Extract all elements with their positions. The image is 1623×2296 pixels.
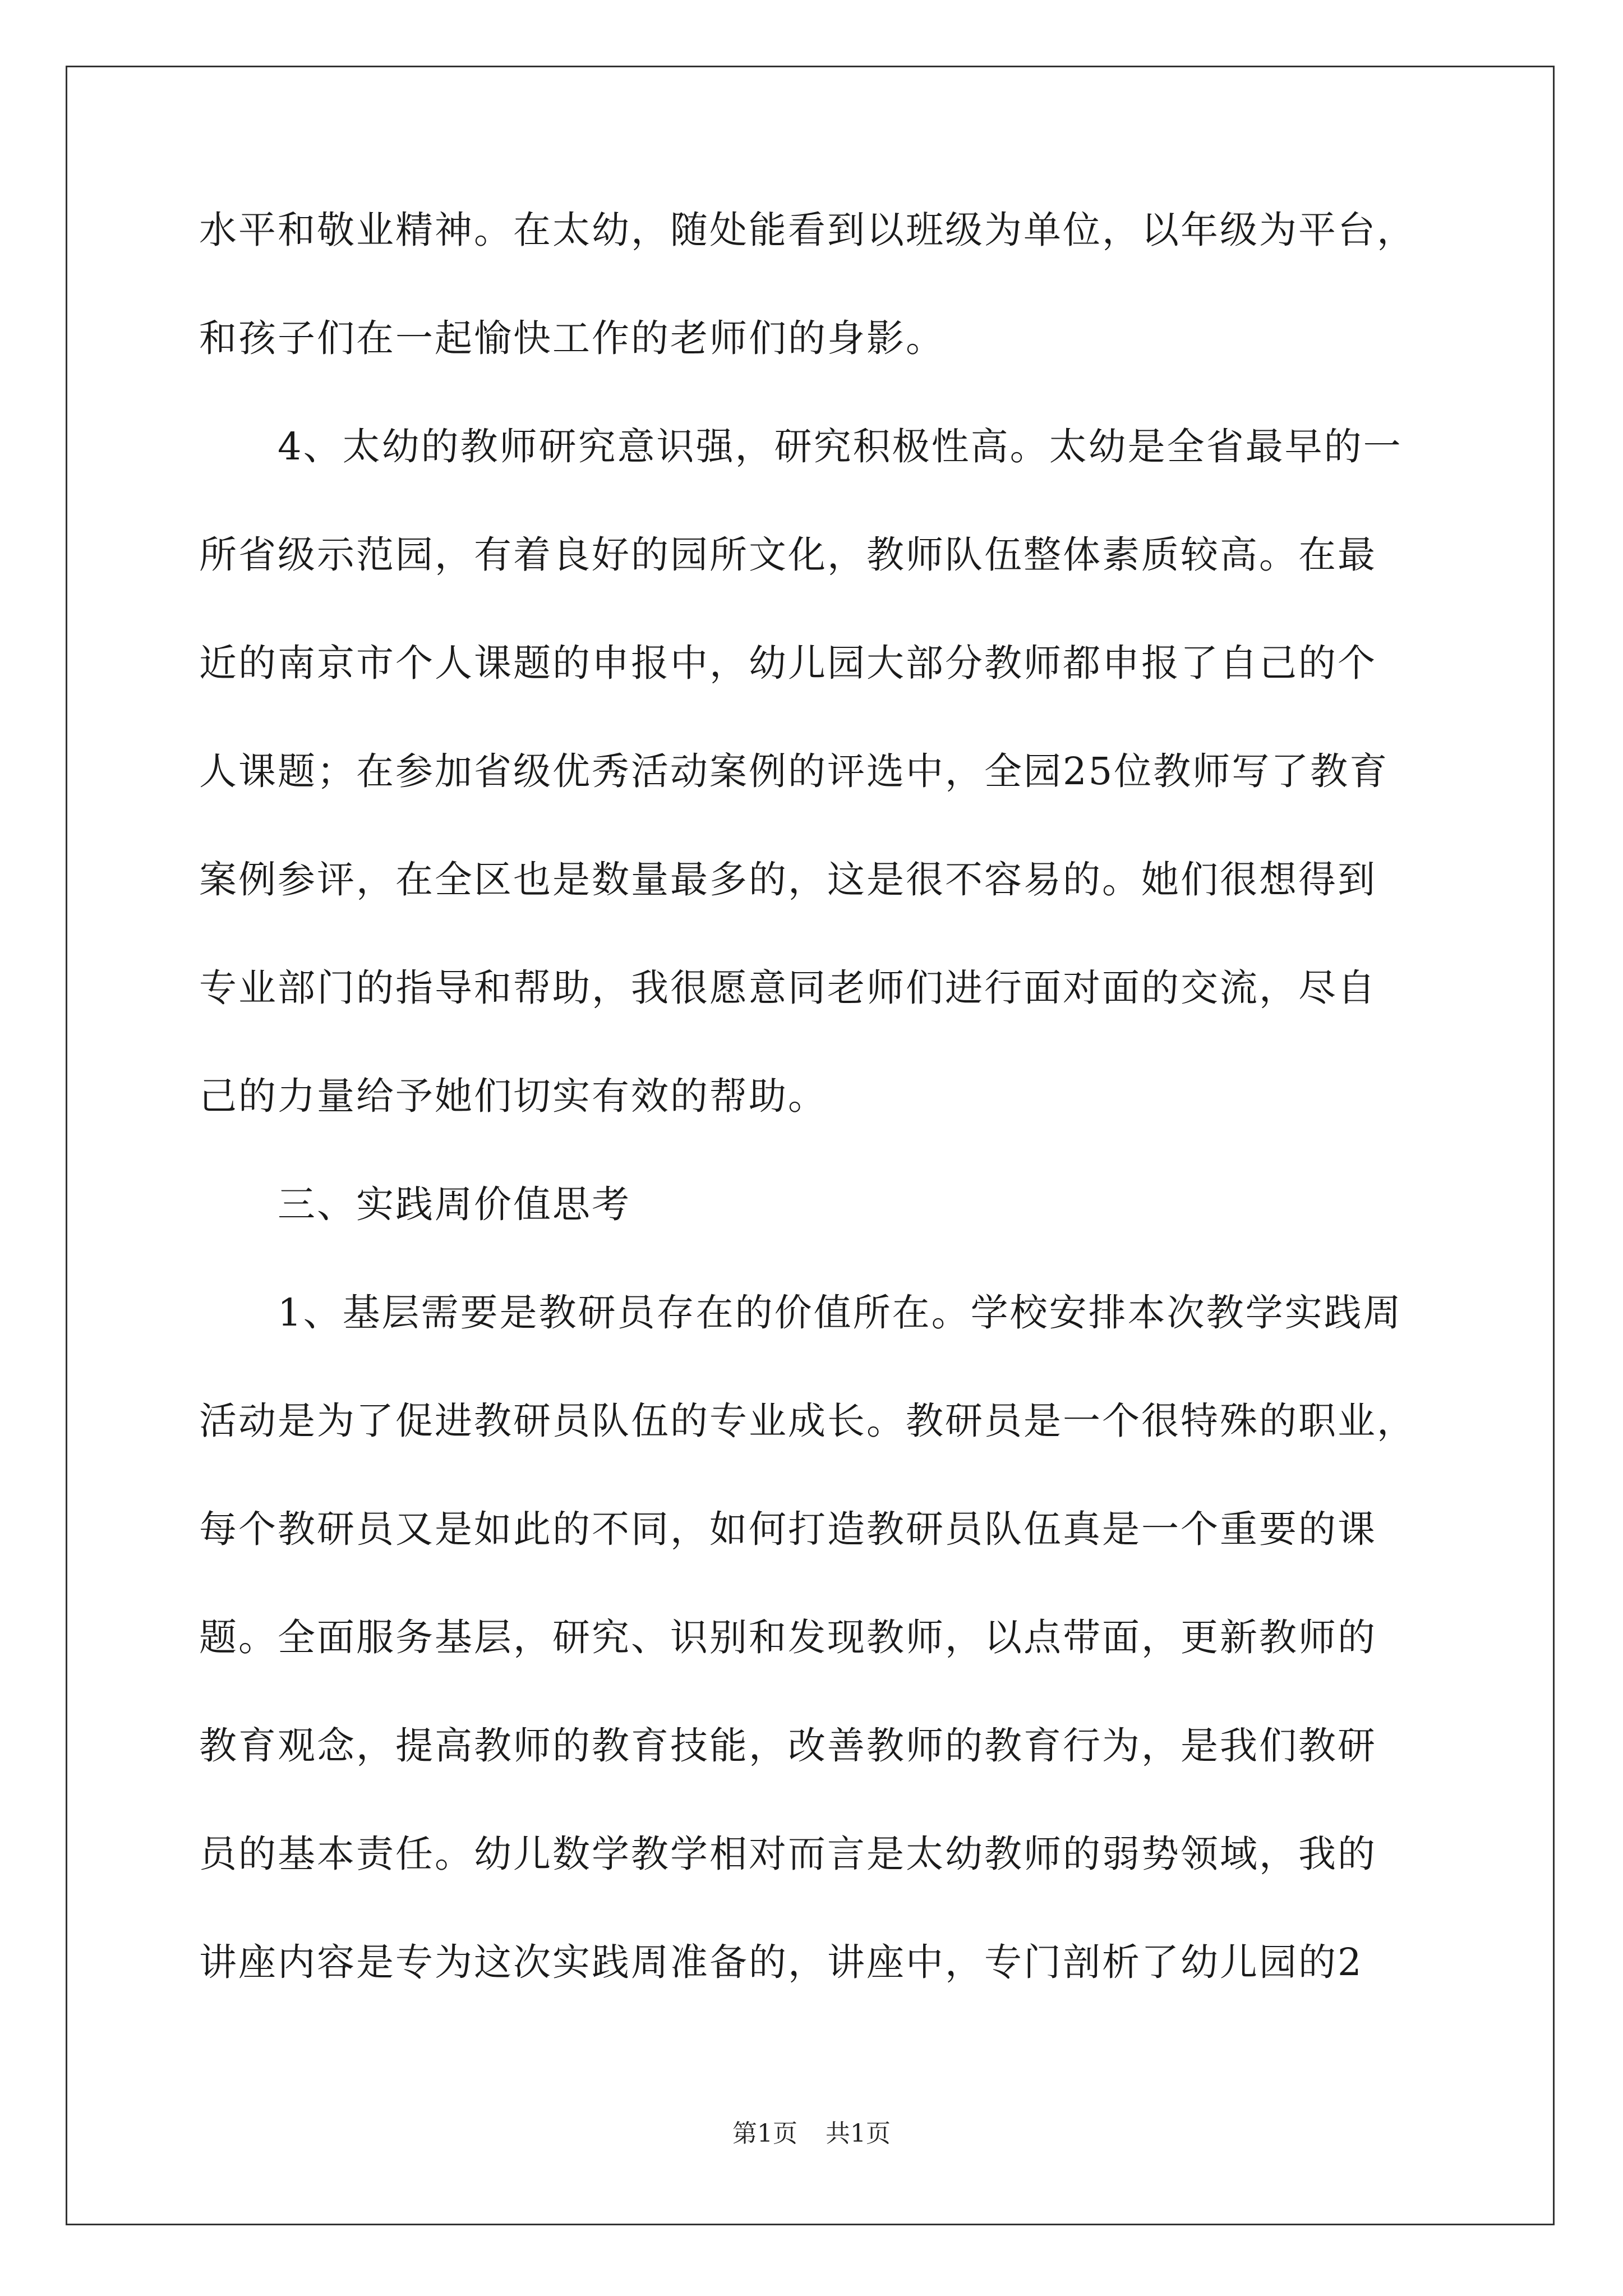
paragraph-start-line: 4、太幼的教师研究意识强，研究积极性高。太幼是全省最早的一 — [278, 425, 1403, 468]
text-line: 水平和敬业精神。在太幼，随处能看到以班级为单位，以年级为平台， — [199, 208, 1416, 252]
text-line: 近的南京市个人课题的申报中，幼儿园大部分教师都申报了自己的个 — [199, 641, 1377, 685]
text-line: 题。全面服务基层，研究、识别和发现教师，以点带面，更新教师的 — [199, 1616, 1377, 1659]
paragraph-start-line: 1、基层需要是教研员存在的价值所在。学校安排本次教学实践周 — [278, 1291, 1403, 1335]
text-line: 专业部门的指导和帮助，我很愿意同老师们进行面对面的交流，尽自 — [199, 966, 1377, 1010]
text-line: 己的力量给予她们切实有效的帮助。 — [199, 1074, 827, 1118]
text-line: 和孩子们在一起愉快工作的老师们的身影。 — [199, 316, 945, 360]
text-line: 教育观念，提高教师的教育技能，改善教师的教育行为，是我们教研 — [199, 1724, 1377, 1768]
text-line: 案例参评，在全区也是数量最多的，这是很不容易的。她们很想得到 — [199, 858, 1377, 901]
text-line: 活动是为了促进教研员队伍的专业成长。教研员是一个很特殊的职业， — [199, 1399, 1416, 1443]
page-footer — [0, 2119, 1623, 2149]
page-total: 共1页 — [826, 2119, 891, 2148]
text-line: 人课题；在参加省级优秀活动案例的评选中，全园25位教师写了教育 — [199, 749, 1389, 793]
text-line: 员的基本责任。幼儿数学教学相对而言是太幼教师的弱势领域，我的 — [199, 1832, 1377, 1876]
text-line: 讲座内容是专为这次实践周准备的，讲座中，专门剖析了幼儿园的2 — [199, 1940, 1363, 1984]
text-line: 所省级示范园，有着良好的园所文化，教师队伍整体素质较高。在最 — [199, 533, 1377, 577]
text-line: 每个教研员又是如此的不同，如何打造教研员队伍真是一个重要的课 — [199, 1507, 1377, 1551]
page-number: 第1页 — [732, 2119, 797, 2148]
section-heading: 三、实践周价值思考 — [278, 1182, 631, 1226]
document-body — [199, 208, 1427, 1985]
